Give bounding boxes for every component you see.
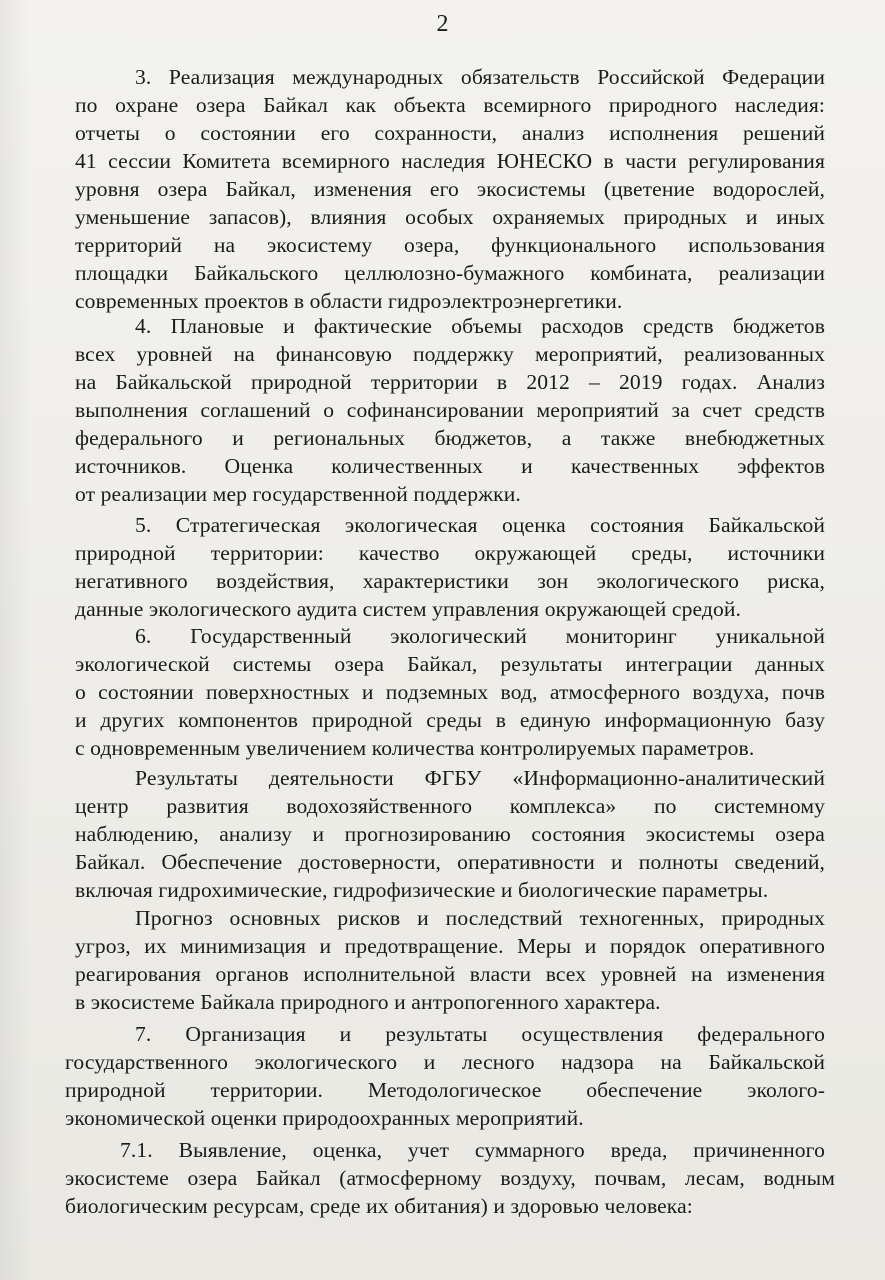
par-6a-line: включая гидрохимические, гидрофизические и биологические параметры. (75, 878, 769, 902)
par-7-1-line: 7.1. Выявление, оценка, учет суммарного вреда, причиненного (120, 1138, 825, 1162)
par-3-line: по охране озера Байкал как объекта всемирного природного наследия: (75, 93, 825, 117)
par-6a-line: Результаты деятельности ФГБУ «Информационно-аналитический (135, 766, 825, 790)
par-6-line: о состоянии поверхностных и подземных вод, атмосферного воздуха, почв (75, 680, 825, 704)
par-5-line: природной территории: качество окружающей среды, источники (75, 541, 825, 565)
par-3-line: современных проектов в области гидроэлектроэнергетики. (75, 289, 623, 313)
par-4-line: на Байкальской природной территории в 2012 – 2019 годах. Анализ (75, 370, 825, 394)
par-5-line: 5. Стратегическая экологическая оценка состояния Байкальской (135, 513, 825, 537)
par-3-line: 41 сессии Комитета всемирного наследия ЮНЕСКО в части регулирования (75, 149, 825, 173)
par-5-line: данные экологического аудита систем управления окружающей средой. (75, 597, 742, 621)
par-5-line: негативного воздействия, характеристики зон экологического риска, (75, 569, 825, 593)
par-6b-line: реагирования органов исполнительной власти всех уровней на изменения (75, 962, 825, 986)
par-7-1-line: экосистеме озера Байкал (атмосферному воздуху, почвам, лесам, водным (65, 1166, 835, 1190)
par-6a-line: наблюдению, анализу и прогнозированию состояния экосистемы озера (75, 822, 825, 846)
par-4-line: выполнения соглашений о софинансировании мероприятий за счет средств (75, 398, 825, 422)
par-6-line: и других компонентов природной среды в единую информационную базу (75, 708, 825, 732)
par-6-line: с одновременным увеличением количества контролируемых параметров. (75, 736, 755, 760)
par-6b-line: в экосистеме Байкала природного и антропогенного характера. (75, 990, 661, 1014)
par-7-line: природной территории. Методологическое обеспечение эколого- (65, 1078, 825, 1102)
par-7-line: государственного экологического и лесного надзора на Байкальской (65, 1050, 825, 1074)
par-3-line: 3. Реализация международных обязательств Российской Федерации (135, 65, 825, 89)
par-4-line: федерального и региональных бюджетов, а также внебюджетных (75, 426, 825, 450)
par-7-line: 7. Организация и результаты осуществления федерального (135, 1022, 825, 1046)
par-6-line: 6. Государственный экологический мониторинг уникальной (135, 624, 825, 648)
par-4-line: от реализации мер государственной поддержки. (75, 482, 521, 506)
par-6b-line: Прогноз основных рисков и последствий техногенных, природных (135, 906, 825, 930)
par-6a-line: Байкал. Обеспечение достоверности, оперативности и полноты сведений, (75, 850, 825, 874)
par-6a-line: центр развития водохозяйственного комплекса» по системному (75, 794, 825, 818)
par-3-line: уменьшение запасов), влияния особых охраняемых природных и иных (75, 205, 825, 229)
par-3-line: уровня озера Байкал, изменения его экосистемы (цветение водорослей, (75, 177, 825, 201)
par-4-line: всех уровней на финансовую поддержку мероприятий, реализованных (75, 342, 825, 366)
par-4-line: источников. Оценка количественных и качественных эффектов (75, 454, 825, 478)
page-shadow (0, 0, 30, 1280)
par-3-line: площадки Байкальского целлюлозно-бумажного комбината, реализации (75, 261, 825, 285)
par-7-1-line: биологическим ресурсам, среде их обитания) и здоровью человека: (65, 1194, 693, 1218)
par-3-line: отчеты о состоянии его сохранности, анализ исполнения решений (75, 121, 825, 145)
par-6-line: экологической системы озера Байкал, результаты интеграции данных (75, 652, 825, 676)
page-number: 2 (436, 11, 449, 37)
par-7-line: экономической оценки природоохранных мероприятий. (65, 1106, 584, 1130)
par-4-line: 4. Плановые и фактические объемы расходов средств бюджетов (135, 314, 825, 338)
par-3-line: территорий на экосистему озера, функционального использования (75, 233, 825, 257)
par-6b-line: угроз, их минимизация и предотвращение. Меры и порядок оперативного (75, 934, 825, 958)
